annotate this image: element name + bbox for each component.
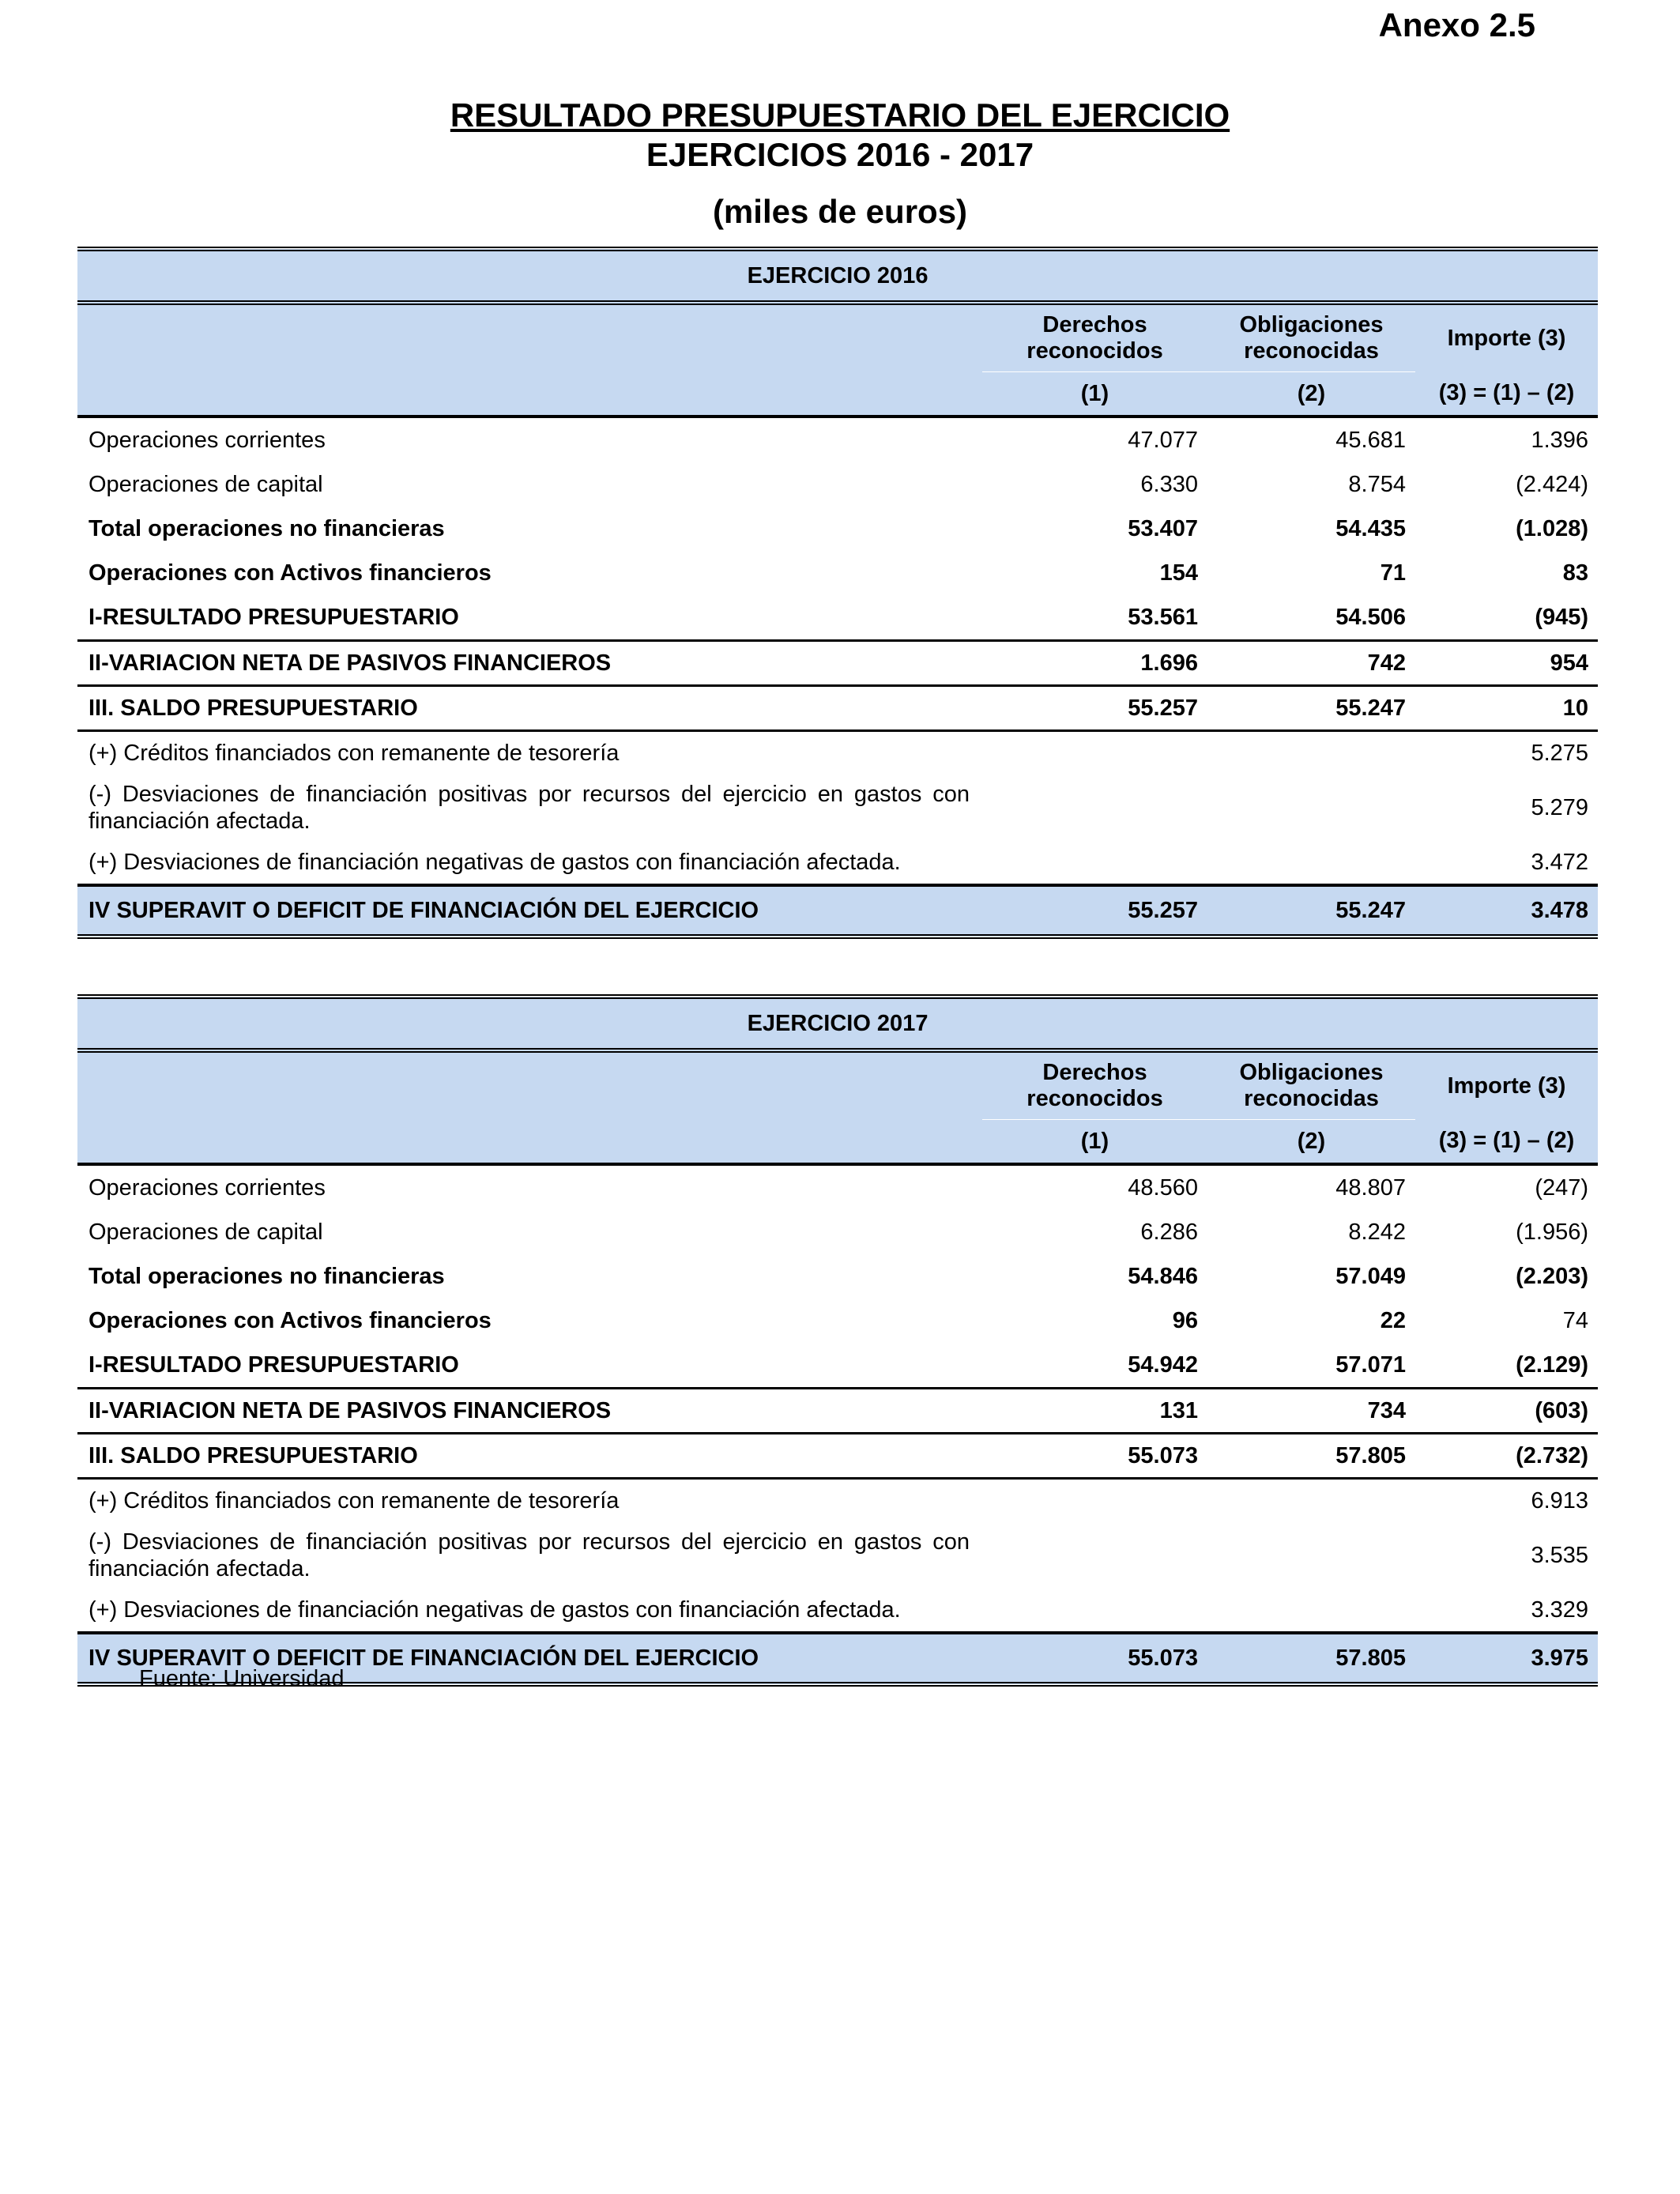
row-label: Operaciones con Activos financieros xyxy=(89,560,492,586)
obligaciones-value: 55.247 xyxy=(1207,686,1415,731)
obligaciones-value: 57.071 xyxy=(1207,1343,1415,1389)
header-blank xyxy=(77,372,982,417)
derechos-value: 6.330 xyxy=(1140,471,1198,497)
importe-value: (1.956) xyxy=(1516,1219,1589,1245)
row-label: Operaciones de capital xyxy=(89,1219,323,1245)
importe-value: (2.129) xyxy=(1415,1343,1598,1389)
row-label: (+) Desviaciones de financiación negativas de gastos con financiación afectada. xyxy=(89,849,901,875)
units-label: (miles de euros) xyxy=(712,193,968,230)
importe-value: 954 xyxy=(1415,641,1598,686)
table-row xyxy=(77,775,1598,841)
table-row xyxy=(77,841,1598,885)
column-number-row xyxy=(77,1120,1598,1165)
importe-value: 5.275 xyxy=(1531,740,1589,766)
derechos-value: 6.286 xyxy=(1140,1219,1198,1245)
importe-value: (2.203) xyxy=(1516,1263,1589,1289)
obligaciones-value: 71 xyxy=(1380,560,1406,586)
table-row xyxy=(77,1434,1598,1479)
row-label: II-VARIACION NETA DE PASIVOS FINANCIEROS xyxy=(77,1389,982,1434)
row-label: III. SALDO PRESUPUESTARIO xyxy=(77,686,982,731)
importe-value: (2.732) xyxy=(1415,1434,1598,1479)
obligaciones-value: 55.247 xyxy=(1207,885,1415,937)
table-row xyxy=(77,595,1598,641)
row-label: Total operaciones no financieras xyxy=(89,1263,445,1289)
importe-value: 3.975 xyxy=(1415,1633,1598,1684)
header-blank xyxy=(77,303,982,372)
column-number-row xyxy=(77,372,1598,417)
row-label: IV SUPERAVIT O DEFICIT DE FINANCIACIÓN DEL EJERCICIO xyxy=(77,1633,982,1684)
importe-value: 83 xyxy=(1562,560,1589,586)
obligaciones-value: 8.242 xyxy=(1348,1219,1406,1245)
annex-label: Anexo 2.5 xyxy=(1378,6,1535,43)
derechos-value: 54.942 xyxy=(982,1343,1207,1389)
row-label: IV SUPERAVIT O DEFICIT DE FINANCIACIÓN DEL EJERCICIO xyxy=(77,885,982,937)
title-block xyxy=(0,95,1680,232)
derechos-header: Derechos reconocidos xyxy=(982,303,1207,372)
page-subtitle: EJERCICIOS 2016 - 2017 xyxy=(646,136,1034,173)
table-row xyxy=(77,462,1598,507)
obligaciones-value xyxy=(1207,841,1415,885)
derechos-value: 55.257 xyxy=(982,686,1207,731)
derechos-value: 53.407 xyxy=(1128,515,1198,541)
importe-value: (945) xyxy=(1415,595,1598,641)
obligaciones-value: 8.754 xyxy=(1348,471,1406,497)
derechos-value: 55.073 xyxy=(982,1434,1207,1479)
page-title: RESULTADO PRESUPUESTARIO DEL EJERCICIO xyxy=(450,96,1230,134)
year-label: EJERCICIO 2017 xyxy=(77,997,1598,1050)
obligaciones-value: 734 xyxy=(1207,1389,1415,1434)
row-label: Operaciones corrientes xyxy=(89,1174,326,1201)
derechos-header: Derechos reconocidos xyxy=(982,1050,1207,1120)
table-row xyxy=(77,1479,1598,1523)
row-label: Total operaciones no financieras xyxy=(89,515,445,541)
obligaciones-value: 22 xyxy=(1380,1307,1406,1333)
obligaciones-value: 45.681 xyxy=(1335,427,1406,453)
budget-table-2016 xyxy=(77,247,1598,939)
source-note: Fuente: Universidad xyxy=(139,1666,345,1691)
table-row xyxy=(77,686,1598,731)
table-row xyxy=(77,641,1598,686)
derechos-value: 1.696 xyxy=(982,641,1207,686)
derechos-value: 53.561 xyxy=(982,595,1207,641)
row-label: (+) Créditos financiados con remanente de tesorería xyxy=(89,740,620,766)
obligaciones-header: Obligaciones reconocidas xyxy=(1207,303,1415,372)
derechos-value xyxy=(982,1589,1207,1633)
derechos-value: 47.077 xyxy=(1128,427,1198,453)
importe-header: Importe (3) xyxy=(1415,303,1598,372)
derechos-value: 96 xyxy=(1172,1307,1198,1333)
obligaciones-value xyxy=(1207,1479,1415,1523)
col-number-3: (3) = (1) – (2) xyxy=(1415,1120,1598,1165)
importe-value: 6.913 xyxy=(1531,1487,1589,1514)
importe-value: 10 xyxy=(1415,686,1598,731)
row-label: I-RESULTADO PRESUPUESTARIO xyxy=(77,1343,982,1389)
row-label: (-) Desviaciones de financiación positivas por recursos del ejercicio en gastos con financiación afectada. xyxy=(89,782,970,834)
derechos-value: 48.560 xyxy=(1128,1174,1198,1201)
col-number-3: (3) = (1) – (2) xyxy=(1415,372,1598,417)
obligaciones-value xyxy=(1207,1589,1415,1633)
obligaciones-value xyxy=(1207,1522,1415,1589)
total-row xyxy=(77,885,1598,937)
col-number-2: (2) xyxy=(1207,1120,1415,1165)
table-row xyxy=(77,1389,1598,1434)
importe-value: (1.028) xyxy=(1516,515,1589,541)
importe-value: 74 xyxy=(1562,1307,1589,1333)
derechos-value: 55.073 xyxy=(982,1633,1207,1684)
table-row xyxy=(77,1343,1598,1389)
importe-value: (603) xyxy=(1415,1389,1598,1434)
table-row xyxy=(77,1210,1598,1254)
obligaciones-value: 54.435 xyxy=(1335,515,1406,541)
row-label: (-) Desviaciones de financiación positivas por recursos del ejercicio en gastos con financiación afectada. xyxy=(89,1529,970,1581)
derechos-value xyxy=(982,841,1207,885)
table-row xyxy=(77,1522,1598,1589)
derechos-value xyxy=(982,731,1207,775)
year-label: EJERCICIO 2016 xyxy=(77,249,1598,303)
col-number-2: (2) xyxy=(1207,372,1415,417)
header-blank xyxy=(77,1120,982,1165)
importe-value: (2.424) xyxy=(1516,471,1589,497)
obligaciones-value: 57.805 xyxy=(1207,1434,1415,1479)
importe-value: 3.472 xyxy=(1531,849,1589,875)
importe-value: 3.478 xyxy=(1415,885,1598,937)
table-row xyxy=(77,1164,1598,1210)
obligaciones-header: Obligaciones reconocidas xyxy=(1207,1050,1415,1120)
importe-value: (247) xyxy=(1535,1174,1589,1201)
year-header-row xyxy=(77,997,1598,1050)
table-row xyxy=(77,1299,1598,1343)
budget-table-2017 xyxy=(77,994,1598,1687)
derechos-value: 154 xyxy=(1159,560,1198,586)
derechos-value: 54.846 xyxy=(1128,1263,1198,1289)
col-number-1: (1) xyxy=(982,1120,1207,1165)
derechos-value xyxy=(982,1522,1207,1589)
importe-value: 3.535 xyxy=(1531,1542,1589,1568)
row-label: II-VARIACION NETA DE PASIVOS FINANCIEROS xyxy=(77,641,982,686)
header-blank xyxy=(77,1050,982,1120)
obligaciones-value: 57.805 xyxy=(1207,1633,1415,1684)
obligaciones-value: 48.807 xyxy=(1335,1174,1406,1201)
row-label: Operaciones de capital xyxy=(89,471,323,497)
table-row xyxy=(77,507,1598,551)
table-row xyxy=(77,1589,1598,1633)
importe-value: 1.396 xyxy=(1531,427,1589,453)
table-row xyxy=(77,551,1598,595)
importe-value: 3.329 xyxy=(1531,1596,1589,1623)
year-header-row xyxy=(77,249,1598,303)
table-row xyxy=(77,731,1598,775)
column-header-row xyxy=(77,303,1598,372)
derechos-value xyxy=(982,775,1207,841)
derechos-value xyxy=(982,1479,1207,1523)
obligaciones-value xyxy=(1207,731,1415,775)
table-row xyxy=(77,1254,1598,1299)
derechos-value: 131 xyxy=(982,1389,1207,1434)
row-label: Operaciones corrientes xyxy=(89,427,326,453)
row-label: Operaciones con Activos financieros xyxy=(89,1307,492,1333)
row-label: (+) Créditos financiados con remanente de tesorería xyxy=(89,1487,620,1514)
column-header-row xyxy=(77,1050,1598,1120)
obligaciones-value: 57.049 xyxy=(1335,1263,1406,1289)
row-label: (+) Desviaciones de financiación negativas de gastos con financiación afectada. xyxy=(89,1596,901,1623)
row-label: I-RESULTADO PRESUPUESTARIO xyxy=(77,595,982,641)
obligaciones-value xyxy=(1207,775,1415,841)
importe-header: Importe (3) xyxy=(1415,1050,1598,1120)
obligaciones-value: 54.506 xyxy=(1207,595,1415,641)
row-label: III. SALDO PRESUPUESTARIO xyxy=(77,1434,982,1479)
table-row xyxy=(77,417,1598,462)
obligaciones-value: 742 xyxy=(1207,641,1415,686)
importe-value: 5.279 xyxy=(1531,794,1589,820)
col-number-1: (1) xyxy=(982,372,1207,417)
derechos-value: 55.257 xyxy=(982,885,1207,937)
